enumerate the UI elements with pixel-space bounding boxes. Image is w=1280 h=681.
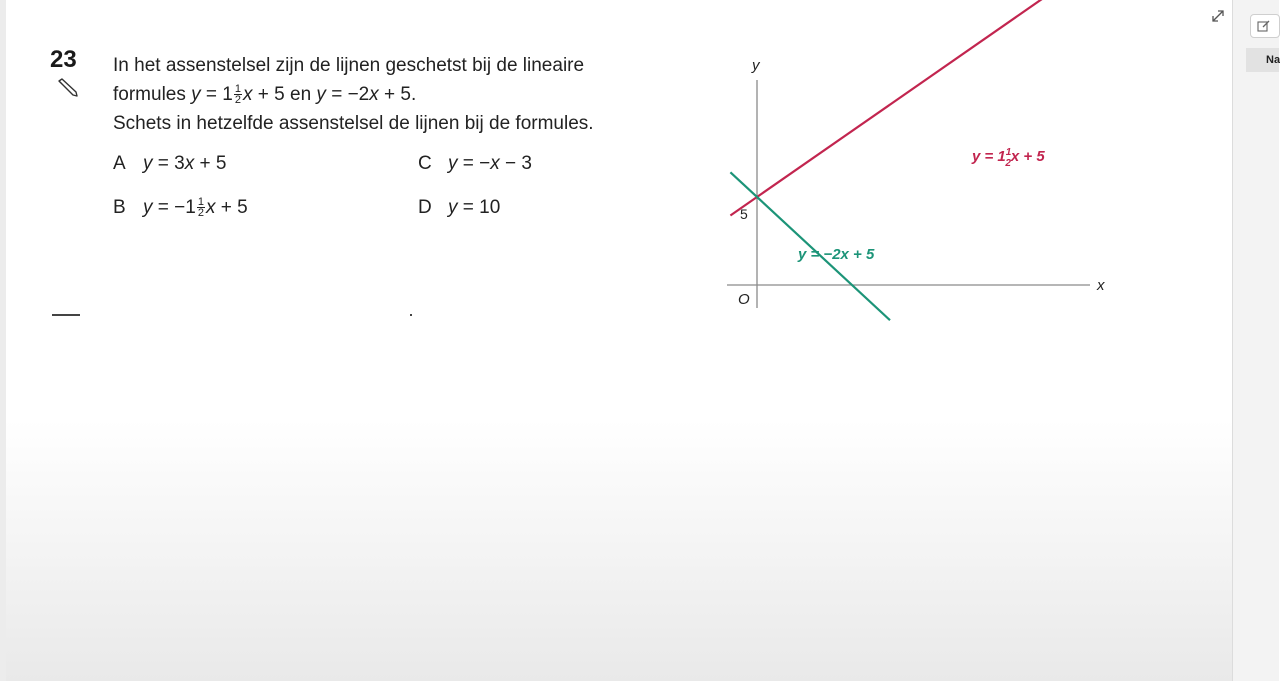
option-end: + 5	[215, 197, 248, 218]
question-line-1: In het assenstelsel zijn de lijnen geschetst bij de lineaire	[113, 55, 585, 76]
red-label-frac-num: 1	[1005, 147, 1012, 158]
red-label-prefix: y = 1	[972, 148, 1006, 165]
fraction-denominator: 2	[234, 94, 241, 107]
line2-var-y2: y	[316, 84, 326, 105]
line2-end: + 5.	[378, 84, 417, 105]
option-var-x: x	[490, 153, 500, 174]
option-var-y: y	[143, 197, 153, 218]
option-letter: A	[113, 153, 126, 174]
option-fraction	[197, 197, 205, 218]
edit-icon	[1257, 19, 1271, 33]
line2-fraction	[234, 84, 242, 105]
cutoff-dot	[410, 314, 412, 316]
question-text	[113, 51, 713, 138]
option-var-x: x	[205, 197, 216, 218]
y-tick-label: 5	[740, 206, 748, 222]
option-end: − 3	[499, 153, 532, 174]
origin-label: O	[738, 291, 750, 308]
option-c	[418, 153, 532, 175]
line2-prefix: formules	[113, 84, 192, 105]
line2-rest: + 5 en	[252, 84, 317, 105]
line2-var-x2: x	[369, 84, 379, 105]
line2-eq2: = −2	[325, 84, 370, 105]
option-var-y: y	[143, 153, 153, 174]
x-axis-label: x	[1097, 277, 1105, 294]
option-letter: C	[418, 153, 432, 174]
pencil-icon	[56, 78, 80, 98]
option-var-y: y	[448, 197, 458, 218]
edit-note-button[interactable]	[1250, 14, 1280, 38]
question-line-2	[113, 80, 713, 109]
question-line-3: Schets in hetzelfde assenstelsel de lijnen bij de formules.	[113, 113, 594, 134]
line-graph	[720, 50, 1120, 315]
option-var-x: x	[184, 153, 195, 174]
line2-var-x: x	[243, 84, 253, 105]
red-label-suffix: x + 5	[1010, 148, 1045, 165]
option-letter: D	[418, 197, 432, 218]
option-expr: = 3	[152, 153, 185, 174]
option-b	[113, 197, 248, 219]
line2-var-y: y	[191, 84, 201, 105]
fraction-denominator: 2	[197, 207, 204, 220]
expand-icon[interactable]	[1210, 8, 1226, 24]
question-number: 23	[50, 46, 77, 73]
option-var-y: y	[448, 153, 458, 174]
series-label-green: y = −2x + 5	[798, 246, 875, 263]
red-label-frac-den: 2	[1005, 158, 1011, 169]
y-axis-label: y	[752, 57, 760, 74]
option-a	[113, 153, 226, 175]
fraction-numerator: 1	[197, 196, 204, 209]
option-letter: B	[113, 197, 126, 218]
option-end: + 5	[194, 153, 227, 174]
series-label-red	[971, 147, 1045, 169]
option-expr: = −	[457, 153, 491, 174]
panel-label[interactable]: Na	[1246, 48, 1279, 72]
option-expr: = 10	[457, 197, 501, 218]
line2-eq: = 1	[200, 84, 233, 105]
side-panel	[1232, 0, 1279, 681]
option-d	[418, 197, 500, 219]
cutoff-mark	[52, 314, 80, 316]
option-expr: = −1	[152, 197, 196, 218]
fraction-numerator: 1	[234, 83, 241, 96]
